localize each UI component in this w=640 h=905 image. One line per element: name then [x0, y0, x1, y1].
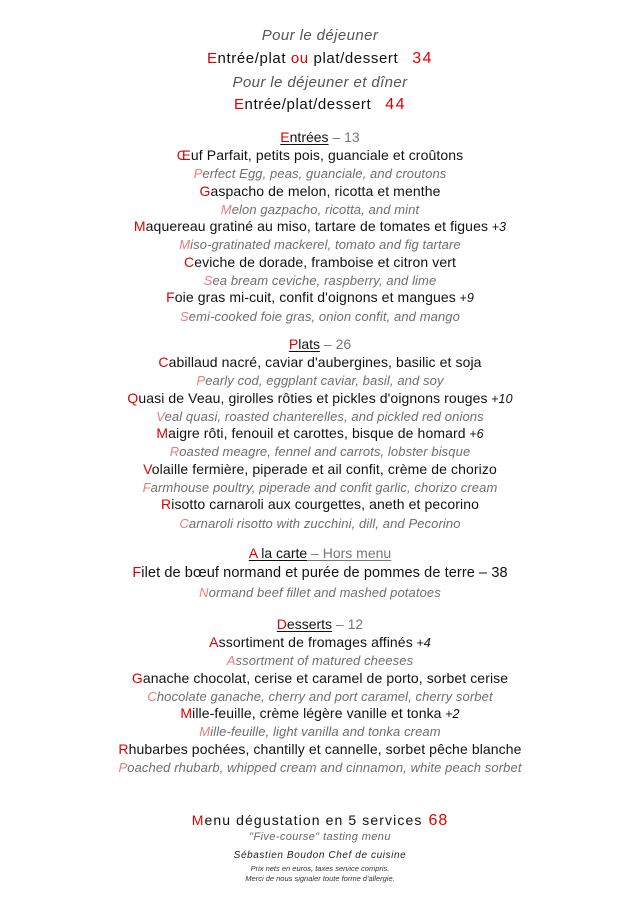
tasting-title: Menu dégustation en 5 services 68 — [191, 812, 449, 829]
dish-list — [0, 634, 640, 776]
dish-en: Poached rhubarb, whipped cream and cinnamon, white peach sorbet — [118, 760, 522, 776]
dish-fr: Œuf Parfait, petits pois, guanciale et croûtons — [176, 147, 464, 163]
dish-en: Miso-gratinated mackerel, tomato and fig tartare — [179, 237, 461, 253]
dish-list — [0, 564, 640, 602]
dish-en: Perfect Egg, peas, guanciale, and croutons — [193, 166, 447, 182]
section-desserts — [0, 616, 640, 776]
dish-en: Assortment of matured cheeses — [226, 653, 414, 669]
dish-en: Sea bream ceviche, raspberry, and lime — [203, 273, 437, 289]
dish-fr: Risotto carnaroli aux courgettes, aneth et pecorino — [161, 496, 479, 513]
dish-list — [0, 354, 640, 532]
dish-en: Carnaroli risotto with zucchini, dill, and Pecorino — [179, 515, 461, 531]
allergy-note: Merci de nous signaler toute forme d'allergie. — [245, 874, 395, 883]
dish-fr: Mille-feuille, crème légère vanille et tonka +2 — [180, 705, 460, 722]
formula-label: Pour le déjeuner — [261, 27, 379, 44]
dish-en: Chocolate ganache, cherry and port caramel, cherry sorbet — [147, 688, 493, 704]
tasting-menu — [0, 812, 640, 884]
dish-fr: Quasi de Veau, girolles rôties et pickles d'oignons rouges +10 — [127, 389, 513, 406]
formula-initial: E — [233, 96, 245, 113]
section-entrees — [0, 129, 640, 325]
formula-text: plat/dessert — [308, 50, 399, 67]
dish-fr: Ganache chocolat, cerise et caramel de porto, sorbet cerise — [131, 669, 509, 686]
dish-en: Veal quasi, roasted chanterelles, and pickled red onions — [156, 408, 484, 424]
dish-fr: Maquereau gratiné au miso, tartare de tomates et figues +3 — [133, 218, 507, 235]
dish-en: Semi-cooked foie gras, onion confit, and mango — [180, 308, 460, 324]
formula-line — [0, 96, 640, 114]
dish-fr: Foie gras mi-cuit, confit d'oignons et mangues +9 — [166, 289, 474, 306]
section-plats — [0, 336, 640, 532]
dish-fr: Volaille fermière, piperade et ail confit, crème de chorizo — [143, 460, 497, 477]
dish-fr: Cabillaud nacré, caviar d'aubergines, basilic et soja — [158, 354, 482, 370]
formula-initial: E — [206, 50, 218, 67]
dish-fr: Ceviche de dorade, framboise et citron vert — [184, 253, 456, 270]
formula-lunch-dinner — [0, 74, 640, 114]
section-title: A la carte – Hors menu — [248, 545, 392, 561]
dish-fr: Maigre rôti, fenouil et carottes, bisque de homard +6 — [156, 425, 484, 442]
formula-conj: ou — [290, 50, 309, 67]
dish-en: Farmhouse poultry, piperade and confit garlic, chorizo cream — [142, 480, 498, 496]
dish-en: Roasted meagre, fennel and carrots, lobster bisque — [169, 444, 471, 460]
formula-text: ntrée/plat/dessert — [244, 96, 372, 113]
dish-fr: Gaspacho de melon, ricotta et menthe — [199, 182, 441, 199]
dish-en: Mille-feuille, light vanilla and tonka cream — [199, 724, 441, 740]
dish-list — [0, 147, 640, 325]
dish-fr: Assortiment de fromages affinés +4 — [209, 634, 431, 650]
section-title: Desserts – 12 — [276, 616, 364, 632]
formula-label: Pour le déjeuner et dîner — [232, 74, 408, 91]
dish-fr: Filet de bœuf normand et purée de pommes de terre – 38 — [132, 565, 508, 581]
formula-lunch — [0, 27, 640, 68]
tasting-subtitle: "Five-course" tasting menu — [249, 831, 391, 843]
section-title: Plats – 26 — [288, 336, 352, 352]
price-note: Prix nets en euros, taxes service compris. — [250, 864, 390, 873]
formula-price: 34 — [412, 50, 434, 67]
section-a-la-carte — [0, 545, 640, 602]
dish-fr: Rhubarbes pochées, chantilly et cannelle, sorbet pêche blanche — [118, 740, 522, 757]
formula-line — [0, 50, 640, 68]
dish-en: Normand beef fillet and mashed potatoes — [199, 585, 441, 600]
dish-en: Pearly cod, eggplant caviar, basil, and soy — [196, 373, 444, 389]
dish-en: Melon gazpacho, ricotta, and mint — [220, 201, 420, 217]
chef-credit: Sébastien Boudon Chef de cuisine — [233, 850, 407, 861]
formula-price: 44 — [385, 96, 407, 113]
section-title: Entrées – 13 — [280, 129, 360, 145]
formula-text: ntrée/plat — [217, 50, 291, 67]
